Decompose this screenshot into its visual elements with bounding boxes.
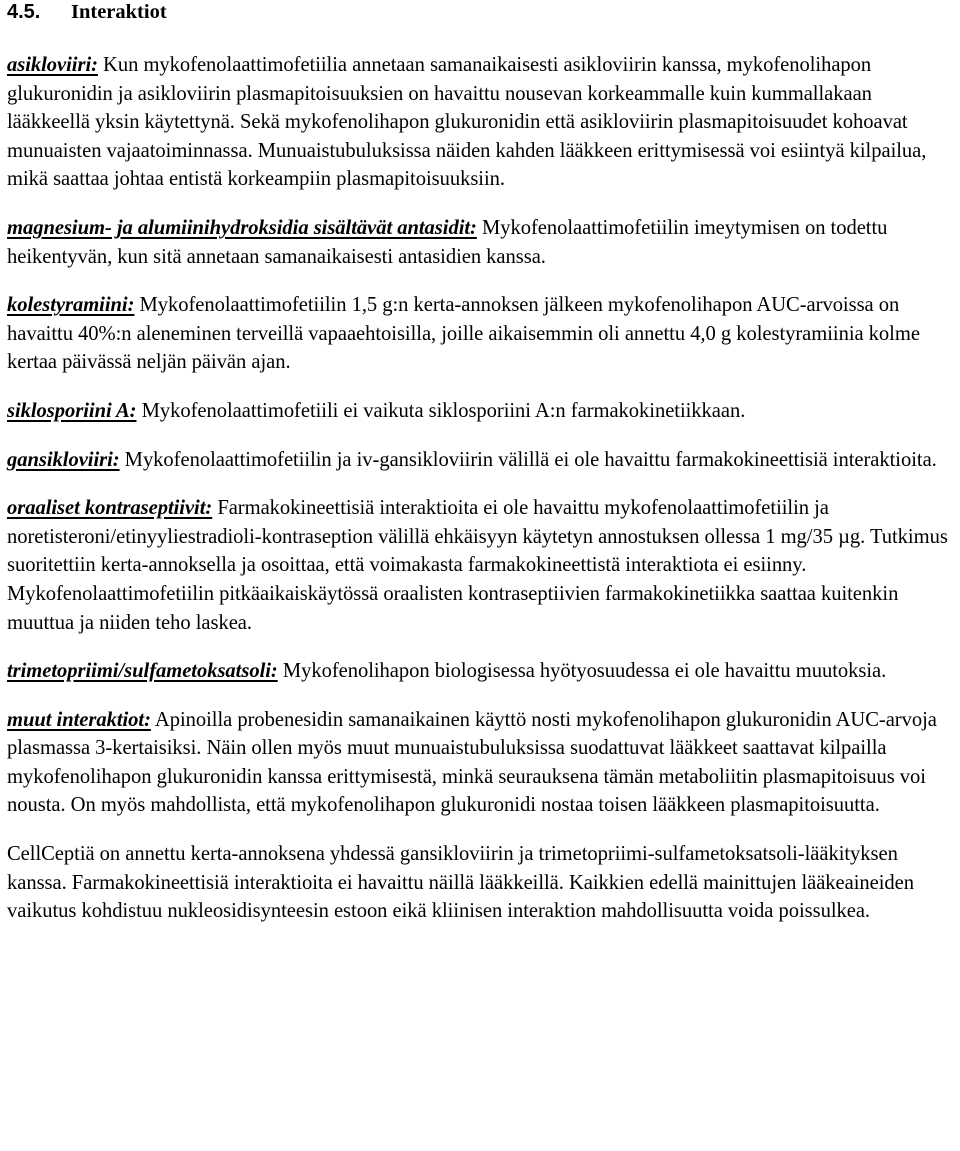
paragraph-siklosporiini xyxy=(7,397,955,426)
term-kolestyramiini: kolestyramiini: xyxy=(7,294,135,317)
section-heading xyxy=(7,0,955,25)
paragraph-text: Mykofenolaattimofetiilin 1,5 g:n kerta-annoksen jälkeen mykofenolihapon AUC-arvoissa on havaittu 40%:n aleneminen terveillä vapaaehtoisilla, joille aikaisemmin oli annettu 4,0 g kolestyramiinia kolme kertaa päivässä neljän päivän ajan. xyxy=(7,294,920,374)
paragraph-cellcept xyxy=(7,840,955,926)
paragraph-text: Apinoilla probenesidin samanaikainen käyttö nosti mykofenolihapon glukuronidin AUC-arvoja plasmassa 3-kertaisiksi. Näin ollen myös muut munuaistubuluksissa suodattuvat lääkkeet saattavat kilpailla mykofenolihapon glukuronidin kanssa erittymisestä, minkä seurauksena tämän metaboliitin plasmapitoisuus voi nousta. On myös mahdollista, että mykofenolihapon glukuronidi nostaa toisen lääkkeen plasmapitoisuutta. xyxy=(7,708,937,817)
paragraph-asikloviiri xyxy=(7,51,955,194)
paragraph-trimetopriimi xyxy=(7,657,955,686)
paragraph-text: CellCeptiä on annettu kerta-annoksena yhdessä gansikloviirin ja trimetopriimi-sulfametoksatsoli-lääkityksen kanssa. Farmakokineettisiä interaktioita ei havaittu näillä lääkkeillä. Kaikkien edellä mainittujen lääkeaineiden vaikutus kohdistuu nukleosidisynteesin estoon eikä kliinisen interaktion mahdollisuutta voida poissulkea. xyxy=(7,843,915,923)
paragraph-text: Mykofenolihapon biologisessa hyötyosuudessa ei ole havaittu muutoksia. xyxy=(277,660,887,683)
paragraph-kontraseptiivit xyxy=(7,494,955,637)
term-siklosporiini: siklosporiini A: xyxy=(7,399,137,422)
paragraph-muut-interaktiot xyxy=(7,706,955,820)
paragraph-text: Mykofenolaattimofetiilin imeytymisen on todettu heikentyvän, kun sitä annetaan samanaikaisesti antasidien kanssa. xyxy=(7,216,888,268)
paragraph-text: Kun mykofenolaattimofetiilia annetaan samanaikaisesti asikloviirin kanssa, mykofenolihapon glukuronidin ja asikloviirin plasmapitoisuuksien on havaittu nousevan korkeammalle kuin kummallakaan lääkkeellä yksin käytettynä. Sekä mykofenolihapon glukuronidin että asikloviirin plasmapitoisuudet kohoavat munuaisten vajaatoiminnassa. Munuaistubuluksissa näiden kahden lääkkeen erittymisessä voi esiintyä kilpailua, mikä saattaa johtaa entistä korkeampiin plasmapitoisuuksiin. xyxy=(7,54,927,191)
section-number: 4.5. xyxy=(7,1,41,23)
term-gansikloviiri: gansikloviiri: xyxy=(7,448,120,471)
paragraph-text: Mykofenolaattimofetiili ei vaikuta siklosporiini A:n farmakokinetiikkaan. xyxy=(136,399,746,422)
paragraph-kolestyramiini xyxy=(7,291,955,377)
section-title: Interaktiot xyxy=(71,1,167,23)
paragraph-gansikloviiri xyxy=(7,446,955,475)
paragraph-antasidit xyxy=(7,214,955,271)
term-kontraseptiivit: oraaliset kontraseptiivit: xyxy=(7,497,213,520)
term-asikloviiri: asikloviiri: xyxy=(7,54,98,76)
paragraph-text: Mykofenolaattimofetiilin ja iv-gansikloviirin välillä ei ole havaittu farmakokineettisiä interaktioita. xyxy=(119,448,937,471)
term-antasidit: magnesium- ja alumiinihydroksidia sisältävät antasidit: xyxy=(7,216,477,239)
term-trimetopriimi: trimetopriimi/sulfametoksatsoli: xyxy=(7,660,278,683)
document-page xyxy=(7,0,955,926)
term-muut-interaktiot: muut interaktiot: xyxy=(7,708,151,731)
paragraph-text: Farmakokineettisiä interaktioita ei ole havaittu mykofenolaattimofetiilin ja noretisteroni/etinyyliestradioli-kontraseption välillä ehkäisyyn käytetyn annostuksen ollessa 1 mg/35 µg. Tutkimus suoritettiin kerta-annoksella ja osoittaa, että voimakasta farmakokineettistä interaktiota ei esiinny. Mykofenolaattimofetiilin pitkäaikaiskäytössä oraalisten kontraseptiivien farmakokinetiikka saattaa kuitenkin muuttua ja niiden teho laskea. xyxy=(7,497,948,634)
